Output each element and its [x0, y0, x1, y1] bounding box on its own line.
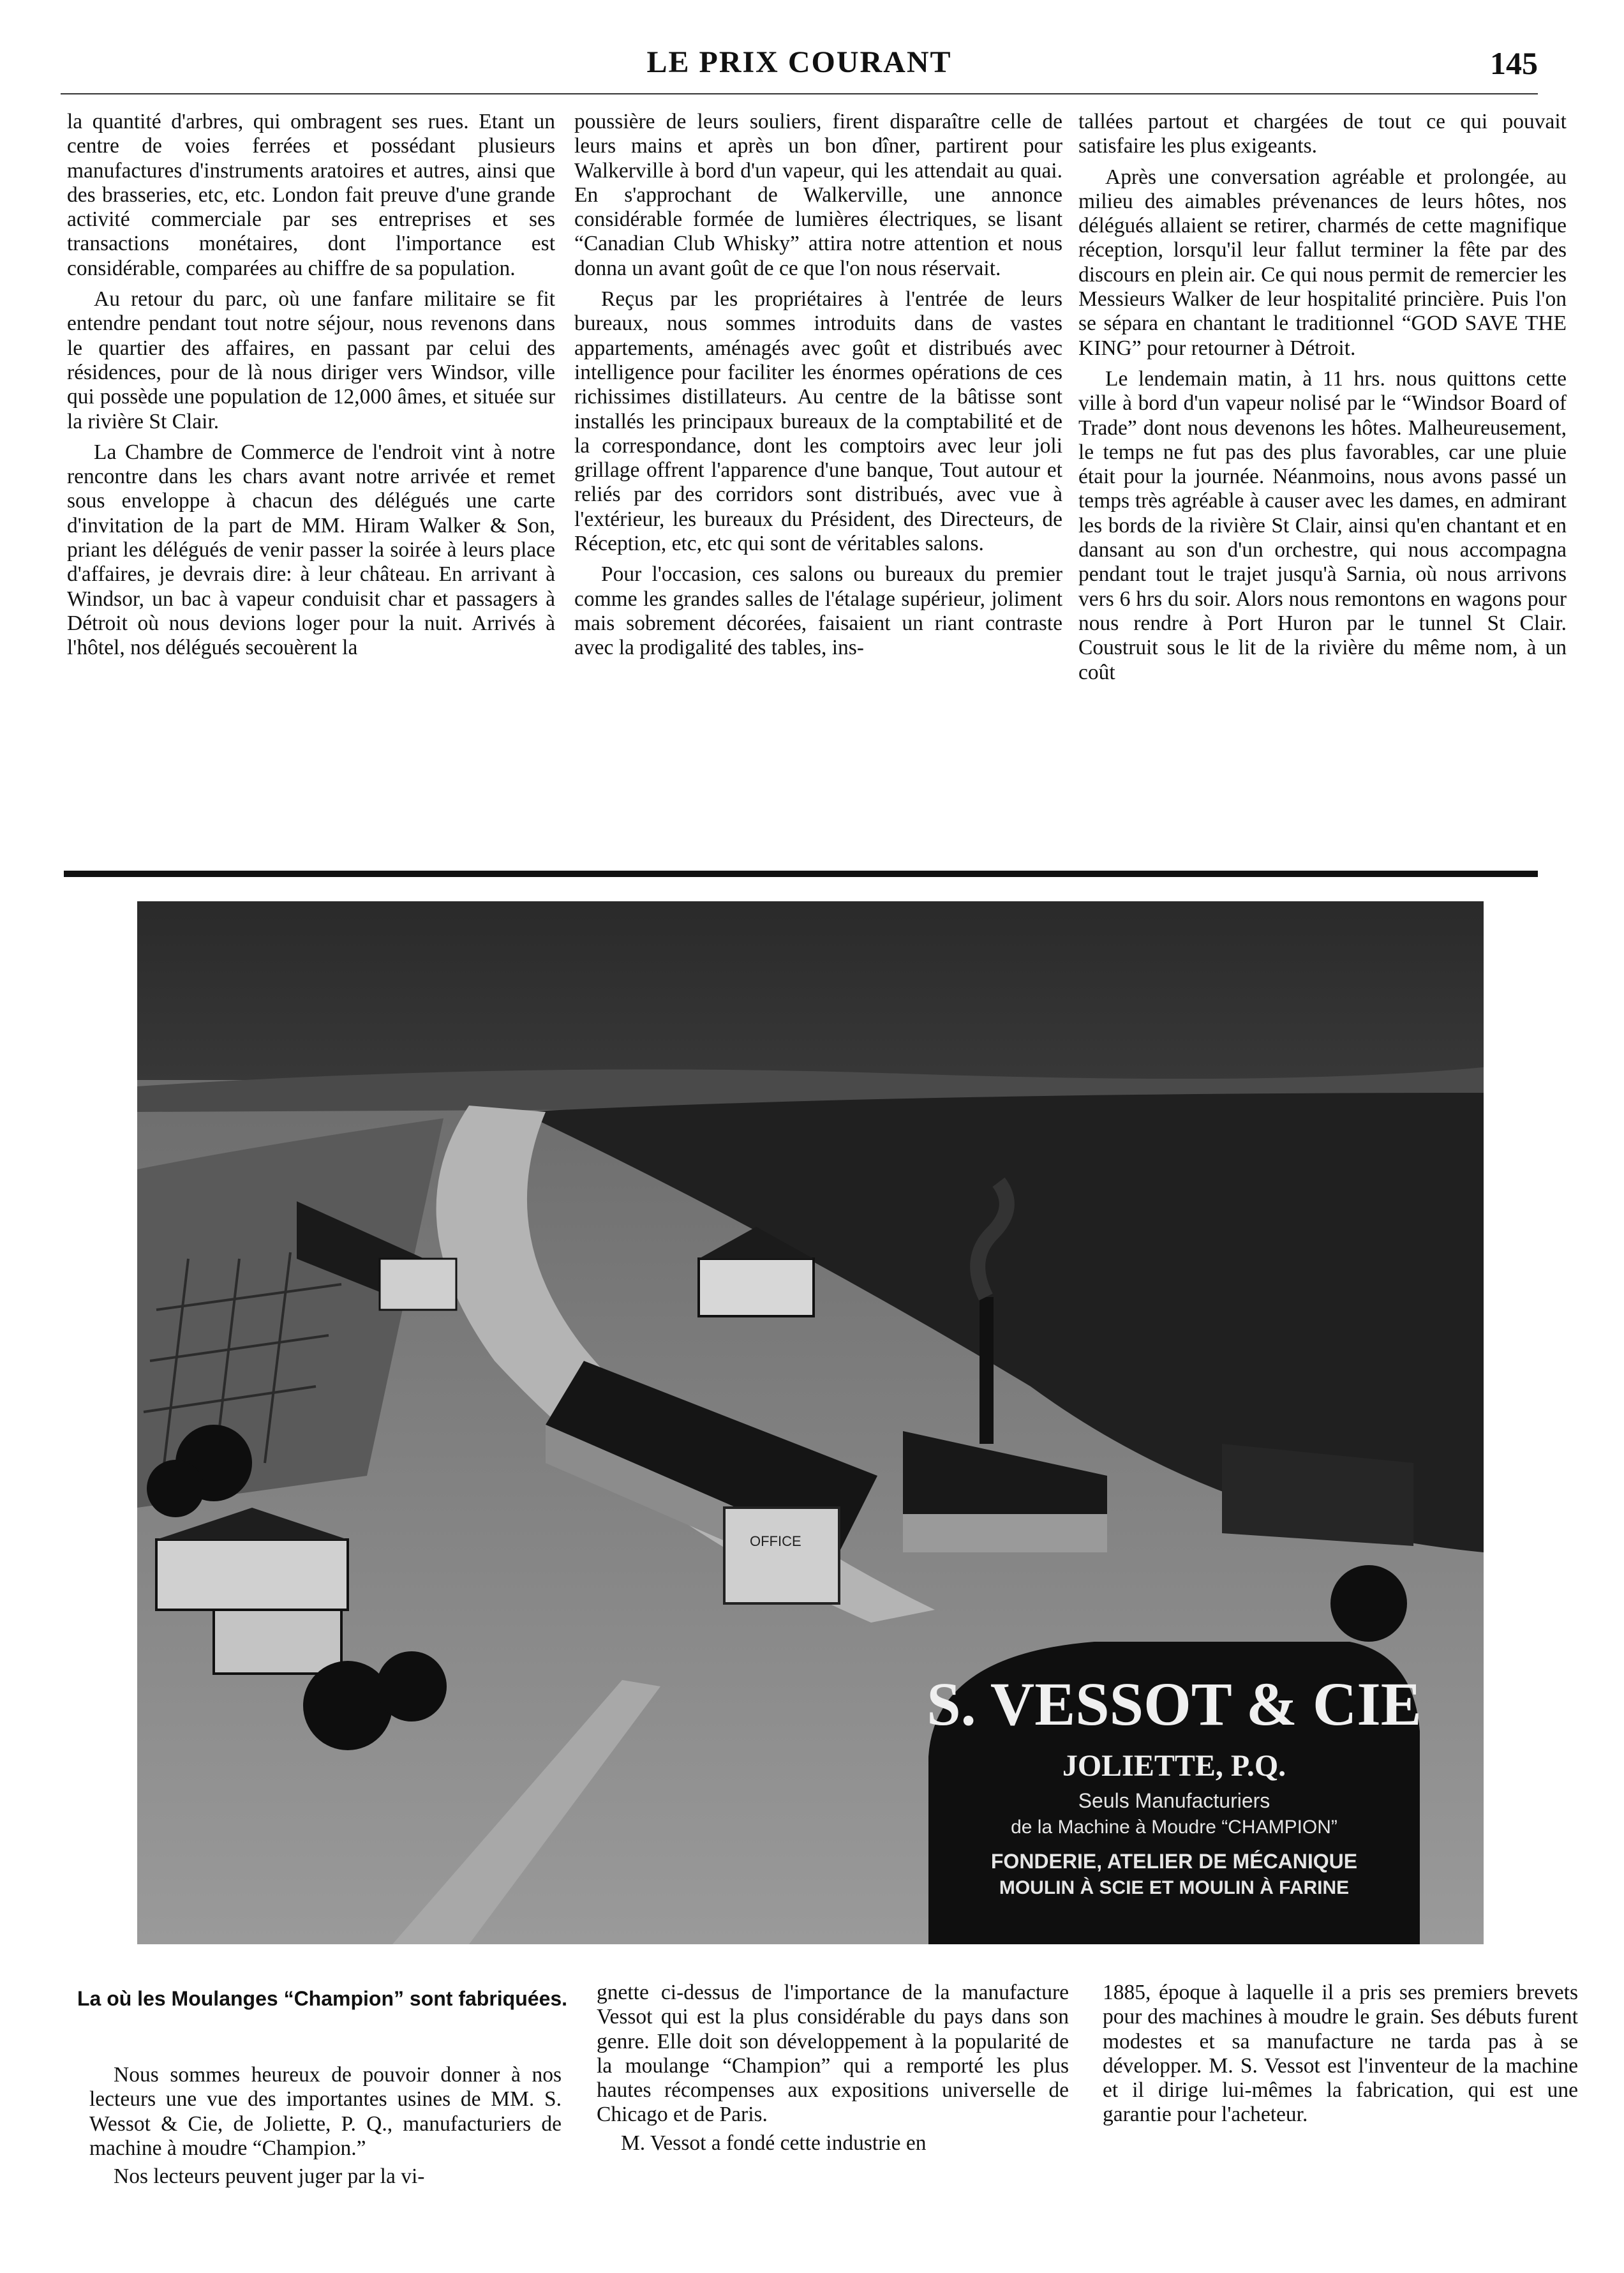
paragraph: gnette ci-dessus de l'importance de la manufacture Vessot qui est la plus considérable du pays dans son genre. Elle doit son développement à la popularité de la moulange “Champion” qui a remporté les plus hautes récompenses aux expositions universelle de Chicago et de Paris. — [597, 1981, 1069, 2127]
paragraph: Après une conversation agréable et prolongée, au milieu des aimables prévenances de leurs hôtes, nos délégués allaient se retirer, charmés de cette magnifique réception, lorsqu'il leur fallut terminer la fête par des discours en plein air. Ce qui nous permit de remercier les Messieurs Walker de leur hospitalité princière. Puis l'on se sépara en chantant le traditionnel “GOD SAVE THE KING” pour retourner à Détroit. — [1078, 165, 1567, 360]
paragraph: Nous sommes heureux de pouvoir donner à nos lecteurs une vue des importantes usines de MM. S. Wessot & Cie, de Joliette, P. Q., manufacturiers de machine à moudre “Champion.” — [89, 2063, 562, 2160]
paragraph: la quantité d'arbres, qui ombragent ses rues. Etant un centre de voies ferrées et possédant plusieurs manufactures d'instruments aratoires et autres, ainsi que des brasseries, etc, etc. London fait preuve d'une grande activité commerciale par ses entreprises et ses transactions monétaires, dont l'importance est considérable, comparées au chiffre de sa population. — [67, 110, 555, 280]
caption-title: La où les Moulanges “Champion” sont fabriquées. — [77, 1987, 568, 2010]
article-column-2 — [574, 110, 1062, 667]
section-rule — [64, 871, 1538, 877]
header-rule — [61, 93, 1538, 94]
emblem-city: JOLIETTE, P.Q. — [1062, 1749, 1286, 1783]
page-number: 145 — [1490, 45, 1538, 81]
factory-illustration — [137, 901, 1484, 1944]
paragraph: Reçus par les propriétaires à l'entrée de leurs bureaux, nous sommes introduits dans de vastes appartements, aménagés avec goût et distribués avec intelligence pour faciliter les énormes opérations de ces richissimes distillateurs. Au centre de la bâtisse sont installés les principaux bureaux de la comptabilité et de la correspondance, dont les comptoirs avec leur joli grillage offrent l'apparence d'une banque, Tout autour et reliés par des corridors sont distribués, avec vue à l'extérieur, les bureaux du Président, des Directeurs, de Réception, etc, etc qui sont de véritables salons. — [574, 287, 1062, 556]
paragraph: 1885, époque à laquelle il a pris ses premiers brevets pour des machines à moudre le grain. Ses débuts furent modestes et sa manufacture ne tarda pas à se développer. M. S. Vessot est l'inventeur de la machine et il dirige lui-mêmes la fabrication, qui est une garantie pour l'acheteur. — [1103, 1981, 1578, 2127]
office-sign: OFFICE — [750, 1533, 801, 1549]
emblem-line-1: Seuls Manufacturiers — [1078, 1789, 1270, 1812]
paragraph: La Chambre de Commerce de l'endroit vint à notre rencontre dans les chars avant notre arrivée et remet sous enveloppe à chacun des délégués une carte d'invitation de la part de MM. Hiram Walker & Son, priant les délégués de venir passer la soirée à leurs place d'affaires, je devrais dire: à leur château. En arrivant à Windsor, un bac à vapeur conduisit char et passagers à Détroit où nous devions loger pour la nuit. Arrivés à l'hôtel, nos délégués secouèrent la — [67, 440, 555, 660]
journal-title: LE PRIX COURANT — [646, 45, 952, 79]
caption-column-2 — [597, 1981, 1069, 2159]
emblem-line-2: de la Machine à Moudre “CHAMPION” — [1011, 1817, 1337, 1838]
paragraph: M. Vessot a fondé cette industrie en — [621, 2131, 927, 2155]
emblem-line-3: FONDERIE, ATELIER DE MÉCANIQUE — [990, 1850, 1358, 1873]
paragraph: Au retour du parc, où une fanfare militaire se fit entendre pendant tout notre séjour, nous revenons dans le quartier des affaires, en passant par celui des résidences, pour de là nous diriger vers Windsor, ville qui possède une population de 12,000 âmes, et située sur la rivière St Clair. — [67, 287, 555, 433]
page-header — [61, 40, 1538, 84]
paragraph: Le lendemain matin, à 11 hrs. nous quittons cette ville à bord d'un vapeur nolisé par le “Windsor Board of Trade” dont nous devenons les hôtes. Malheureusement, le temps ne fut pas des plus favorables, car une pluie était pour la journée. Néanmoins, nous avons passé un temps très agréable à causer avec les dames, en admirant les bords de la rivière St Clair, ainsi qu'en chantant et en dansant au son d'un orchestre, qui nous accompagna pendant tout le trajet jusqu'à Sarnia, où nous arrivons vers 6 hrs du soir. Alors nous remontons en wagons pour nous rendre à Port Huron par le tunnel St Clair. Coustruit sous le lit de la rivière du même nom, à un coût — [1078, 366, 1567, 684]
caption-column-1 — [89, 2063, 562, 2193]
paragraph: poussière de leurs souliers, firent disparaître celle de leurs mains et après un bon dîner, partirent pour Walkerville à bord d'un vapeur, qui les attendait au quai. En s'approchant de Walkerville, une annonce considérable formée de lumières électriques, se lisant “Canadian Club Whisky” attira notre attention et nous donna un avant goût de ce que l'on nous réservait. — [574, 110, 1062, 280]
paragraph: Pour l'occasion, ces salons ou bureaux du premier comme les grandes salles de l'étalage supérieur, joliment mais sobrement décorées, faisaient un riant contraste avec la prodigalité des tables, ins- — [574, 562, 1062, 660]
article-column-3 — [1078, 110, 1567, 691]
emblem-line-4: MOULIN À SCIE ET MOULIN À FARINE — [999, 1877, 1350, 1898]
paragraph: Nos lecteurs peuvent juger par la vi- — [114, 2164, 425, 2189]
paragraph: tallées partout et chargées de tout ce qui pouvait satisfaire les plus exigeants. — [1078, 110, 1567, 158]
article-column-1 — [67, 110, 555, 667]
caption-column-3 — [1103, 1981, 1578, 2131]
emblem-company-name: S. VESSOT & CIE — [927, 1670, 1422, 1738]
